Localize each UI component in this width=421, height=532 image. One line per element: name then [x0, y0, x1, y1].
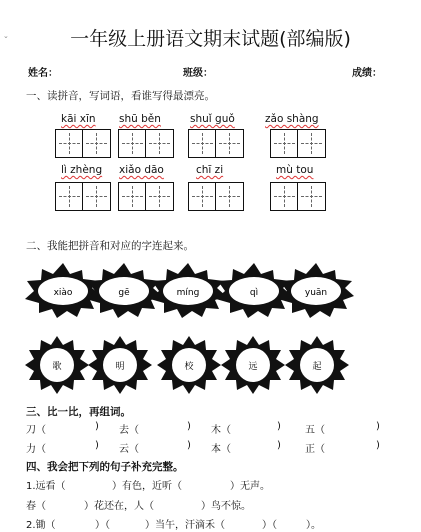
fill-blank-text: ）当午，汗滴禾（ — [145, 520, 225, 531]
pinyin-label: zǎo shàng — [265, 113, 319, 125]
pinyin-option[interactable]: yuān — [304, 288, 328, 298]
compare-word-cell: ) — [187, 421, 191, 432]
pinyin-option[interactable]: míng — [176, 288, 200, 298]
writing-grid[interactable] — [270, 129, 326, 158]
writing-grid[interactable] — [55, 129, 111, 158]
compare-word-cell: 五（ — [305, 425, 325, 436]
compare-word-cell: 正（ — [305, 444, 325, 455]
character-option[interactable]: 起 — [312, 362, 322, 372]
pinyin-option[interactable]: xiào — [53, 288, 73, 298]
pinyin-label: lì zhèng — [61, 164, 103, 176]
fill-blank-text: ）花还在，人（ — [84, 501, 154, 512]
section-1-heading: 一、读拼音，写词语，看谁写得最漂亮。 — [26, 90, 215, 102]
class-label: 班级： — [183, 68, 213, 79]
pinyin-label: mù tou — [276, 164, 314, 176]
fill-blank-text: ）。 — [306, 520, 321, 531]
compare-word-cell: ) — [277, 421, 281, 432]
fill-blank-text: ）鸟不惊。 — [201, 501, 251, 512]
compare-word-cell: 木（ — [211, 425, 231, 436]
character-option[interactable]: 远 — [248, 362, 258, 372]
pinyin-label: shū běn — [119, 113, 161, 125]
compare-word-cell: ) — [95, 440, 99, 451]
fill-blank-text: 春（ — [26, 501, 46, 512]
writing-grid[interactable] — [118, 182, 174, 211]
section-2-heading: 二、我能把拼音和对应的字连起来。 — [26, 240, 194, 252]
compare-word-cell: ) — [376, 421, 380, 432]
character-option[interactable]: 校 — [184, 362, 194, 372]
fill-blank-text: ）（ — [262, 520, 277, 531]
score-label: 成绩： — [352, 68, 382, 79]
name-label: 姓名： — [28, 68, 58, 79]
fill-blank-text: ）有色，近听（ — [112, 481, 182, 492]
writing-grid[interactable] — [55, 182, 111, 211]
writing-grid[interactable] — [188, 129, 244, 158]
compare-word-cell: 去（ — [119, 425, 139, 436]
fill-blank-text: ）无声。 — [230, 481, 270, 492]
fill-blank-text: ）（ — [95, 520, 110, 531]
compare-word-cell: ) — [187, 440, 191, 451]
pinyin-option[interactable]: qì — [249, 288, 259, 298]
compare-word-cell: 刀（ — [26, 425, 46, 436]
pinyin-label: chī zi — [196, 164, 224, 176]
character-starbursts — [0, 334, 421, 396]
section-4-heading: 四、我会把下列的句子补充完整。 — [26, 461, 184, 473]
writing-grid[interactable] — [118, 129, 174, 158]
pinyin-label: xiǎo dāo — [119, 164, 164, 176]
writing-grid[interactable] — [270, 182, 326, 211]
fill-blank-text: 1.远看（ — [26, 481, 66, 492]
fill-blank-text: 2.锄（ — [26, 520, 56, 531]
pinyin-starbursts — [0, 262, 421, 320]
compare-word-cell: 力（ — [26, 444, 46, 455]
compare-word-cell: ) — [95, 421, 99, 432]
writing-grid[interactable] — [188, 182, 244, 211]
pinyin-option[interactable]: gē — [118, 288, 130, 298]
character-option[interactable]: 明 — [115, 362, 125, 372]
compare-word-cell: ) — [277, 440, 281, 451]
corner-marker: ⌄ — [3, 32, 9, 40]
pinyin-label: kāi xīn — [61, 113, 96, 125]
compare-word-cell: 云（ — [119, 444, 139, 455]
character-option[interactable]: 歌 — [52, 362, 62, 372]
compare-word-cell: ) — [376, 440, 380, 451]
compare-word-cell: 本（ — [211, 444, 231, 455]
section-3-heading: 三、比一比，再组词。 — [26, 406, 131, 418]
page-title: 一年级上册语文期末试题(部编版) — [70, 28, 351, 50]
pinyin-label: shuǐ guǒ — [190, 113, 235, 125]
